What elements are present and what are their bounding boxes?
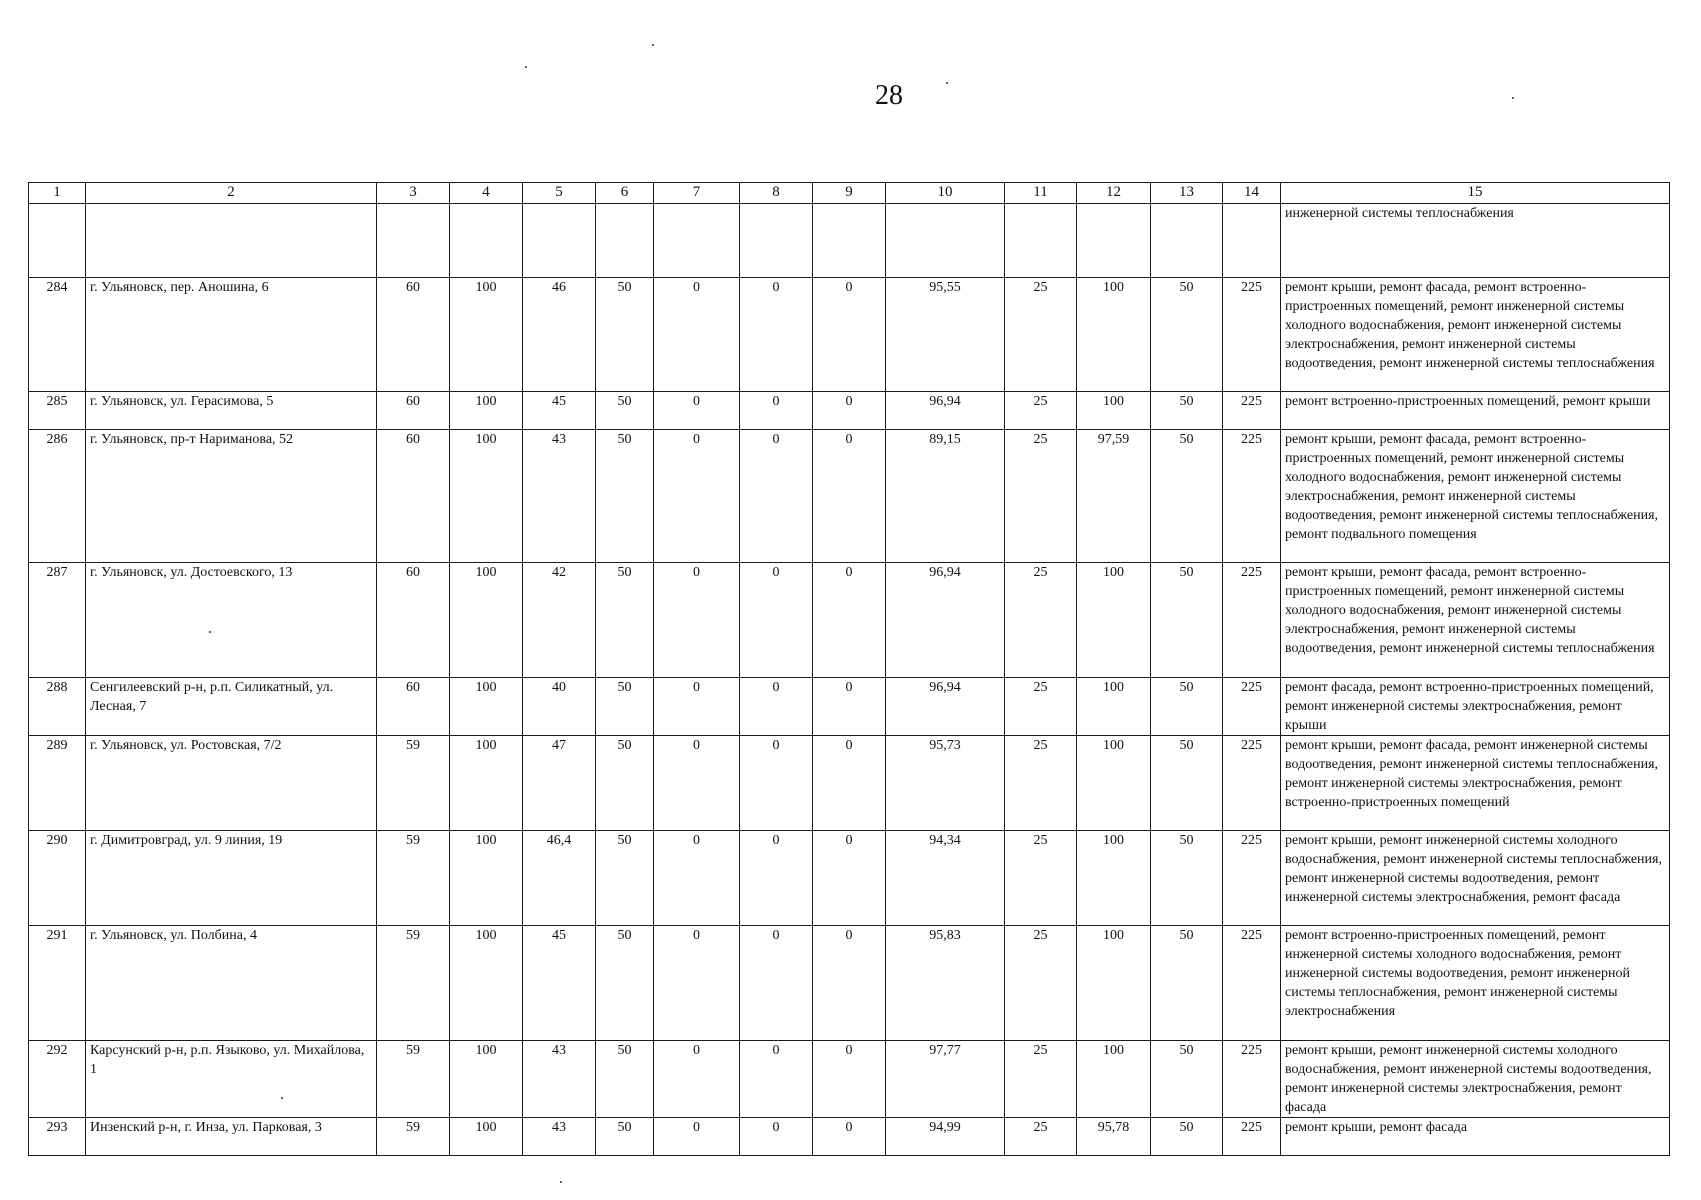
value-cell: 0 xyxy=(740,736,813,831)
value-cell: 59 xyxy=(377,1041,450,1118)
value-cell: 96,94 xyxy=(886,678,1005,736)
value-cell: 59 xyxy=(377,736,450,831)
value-cell: 0 xyxy=(813,1041,886,1118)
value-cell: 60 xyxy=(377,392,450,430)
value-cell: 40 xyxy=(523,678,596,736)
column-header: 15 xyxy=(1281,183,1670,204)
value-cell: 25 xyxy=(1005,926,1077,1041)
value-cell: 60 xyxy=(377,430,450,563)
value-cell: 0 xyxy=(740,278,813,392)
work-description-continued: инженерной системы теплоснабжения xyxy=(1281,204,1670,278)
work-description-cell: ремонт встроенно-пристроенных помещений, ремонт крыши xyxy=(1281,392,1670,430)
value-cell: 100 xyxy=(450,278,523,392)
value-cell: 0 xyxy=(813,678,886,736)
value-cell: 100 xyxy=(450,736,523,831)
work-description-cell: ремонт крыши, ремонт фасада, ремонт встроенно-пристроенных помещений, ремонт инженерной системы холодного водоснабжения, ремонт инженерной системы электроснабжения, ремонт инженерной системы водоотведения, ремонт инженерной системы теплоснабжения, ремонт подвального помещения xyxy=(1281,430,1670,563)
value-cell: 50 xyxy=(596,926,654,1041)
value-cell: 225 xyxy=(1223,278,1281,392)
value-cell: 97,77 xyxy=(886,1041,1005,1118)
row-number: 289 xyxy=(29,736,86,831)
work-description-cell: ремонт крыши, ремонт фасада, ремонт инженерной системы водоотведения, ремонт инженерной системы теплоснабжения, ремонт инженерной системы электроснабжения, ремонт встроенно-пристроенных помещений xyxy=(1281,736,1670,831)
column-header: 1 xyxy=(29,183,86,204)
value-cell: 100 xyxy=(1077,926,1151,1041)
value-cell: 60 xyxy=(377,678,450,736)
value-cell: 0 xyxy=(813,736,886,831)
column-header: 3 xyxy=(377,183,450,204)
value-cell: 25 xyxy=(1005,430,1077,563)
value-cell: 50 xyxy=(596,831,654,926)
table-row xyxy=(29,1041,1670,1118)
value-cell: 100 xyxy=(1077,831,1151,926)
table-row xyxy=(29,392,1670,430)
table-row xyxy=(29,678,1670,736)
row-number: 286 xyxy=(29,430,86,563)
value-cell: 95,78 xyxy=(1077,1118,1151,1156)
address-cell: г. Ульяновск, ул. Герасимова, 5 xyxy=(86,392,377,430)
value-cell: 50 xyxy=(1151,278,1223,392)
column-header: 8 xyxy=(740,183,813,204)
value-cell: 25 xyxy=(1005,278,1077,392)
address-cell: Инзенский р-н, г. Инза, ул. Парковая, 3 xyxy=(86,1118,377,1156)
work-description-cell: ремонт крыши, ремонт инженерной системы холодного водоснабжения, ремонт инженерной системы теплоснабжения, ремонт инженерной системы водоотведения, ремонт инженерной системы электроснабжения, ремонт фасада xyxy=(1281,831,1670,926)
table-row xyxy=(29,926,1670,1041)
address-cell: г. Ульяновск, ул. Ростовская, 7/2 xyxy=(86,736,377,831)
value-cell: 50 xyxy=(1151,392,1223,430)
scan-speck xyxy=(560,1181,562,1183)
value-cell: 0 xyxy=(813,392,886,430)
value-cell: 50 xyxy=(596,1118,654,1156)
value-cell: 0 xyxy=(654,1041,740,1118)
value-cell: 100 xyxy=(1077,678,1151,736)
page-number: 28 xyxy=(875,80,903,111)
address-cell: г. Ульяновск, ул. Полбина, 4 xyxy=(86,926,377,1041)
column-header: 4 xyxy=(450,183,523,204)
value-cell: 50 xyxy=(1151,831,1223,926)
row-number: 284 xyxy=(29,278,86,392)
row-number: 288 xyxy=(29,678,86,736)
value-cell: 0 xyxy=(654,278,740,392)
value-cell: 100 xyxy=(450,678,523,736)
value-cell: 100 xyxy=(450,831,523,926)
table-row xyxy=(29,1118,1670,1156)
value-cell: 50 xyxy=(1151,430,1223,563)
value-cell: 0 xyxy=(740,926,813,1041)
value-cell: 225 xyxy=(1223,430,1281,563)
value-cell: 97,59 xyxy=(1077,430,1151,563)
work-description-cell: ремонт крыши, ремонт фасада, ремонт встроенно-пристроенных помещений, ремонт инженерной системы холодного водоснабжения, ремонт инженерной системы электроснабжения, ремонт инженерной системы водоотведения, ремонт инженерной системы теплоснабжения xyxy=(1281,278,1670,392)
value-cell: 0 xyxy=(654,1118,740,1156)
value-cell: 100 xyxy=(450,1041,523,1118)
value-cell: 25 xyxy=(1005,831,1077,926)
table-row xyxy=(29,563,1670,678)
value-cell: 50 xyxy=(596,392,654,430)
value-cell: 46,4 xyxy=(523,831,596,926)
row-number: 292 xyxy=(29,1041,86,1118)
column-header: 13 xyxy=(1151,183,1223,204)
value-cell: 0 xyxy=(740,1118,813,1156)
value-cell: 0 xyxy=(813,926,886,1041)
value-cell: 46 xyxy=(523,278,596,392)
value-cell: 0 xyxy=(813,831,886,926)
scan-speck xyxy=(1512,97,1514,99)
column-header: 11 xyxy=(1005,183,1077,204)
value-cell: 25 xyxy=(1005,678,1077,736)
value-cell: 50 xyxy=(1151,1118,1223,1156)
value-cell: 25 xyxy=(1005,1118,1077,1156)
value-cell: 225 xyxy=(1223,831,1281,926)
value-cell: 0 xyxy=(813,563,886,678)
value-cell: 225 xyxy=(1223,392,1281,430)
scan-speck xyxy=(652,44,654,46)
value-cell: 50 xyxy=(1151,736,1223,831)
value-cell: 43 xyxy=(523,430,596,563)
continuation-row xyxy=(29,204,1670,278)
value-cell: 94,99 xyxy=(886,1118,1005,1156)
value-cell: 50 xyxy=(1151,563,1223,678)
value-cell: 100 xyxy=(450,430,523,563)
value-cell: 0 xyxy=(654,563,740,678)
value-cell: 100 xyxy=(450,563,523,678)
value-cell: 100 xyxy=(450,1118,523,1156)
value-cell: 50 xyxy=(596,563,654,678)
repair-register-table xyxy=(28,182,1670,1156)
value-cell: 95,55 xyxy=(886,278,1005,392)
value-cell: 60 xyxy=(377,563,450,678)
value-cell: 0 xyxy=(654,926,740,1041)
value-cell: 50 xyxy=(1151,678,1223,736)
column-header: 5 xyxy=(523,183,596,204)
value-cell: 45 xyxy=(523,392,596,430)
value-cell: 50 xyxy=(596,430,654,563)
value-cell: 0 xyxy=(740,392,813,430)
value-cell: 0 xyxy=(654,392,740,430)
row-number: 285 xyxy=(29,392,86,430)
work-description-cell: ремонт крыши, ремонт инженерной системы холодного водоснабжения, ремонт инженерной системы водоотведения, ремонт инженерной системы электроснабжения, ремонт фасада xyxy=(1281,1041,1670,1118)
value-cell: 100 xyxy=(1077,278,1151,392)
value-cell: 0 xyxy=(654,678,740,736)
value-cell: 25 xyxy=(1005,1041,1077,1118)
table-row xyxy=(29,430,1670,563)
value-cell: 59 xyxy=(377,1118,450,1156)
value-cell: 100 xyxy=(450,392,523,430)
address-cell: г. Ульяновск, пер. Аношина, 6 xyxy=(86,278,377,392)
value-cell: 225 xyxy=(1223,563,1281,678)
address-cell: г. Ульяновск, пр-т Нариманова, 52 xyxy=(86,430,377,563)
value-cell: 0 xyxy=(740,563,813,678)
row-number: 293 xyxy=(29,1118,86,1156)
value-cell: 42 xyxy=(523,563,596,678)
work-description-cell: ремонт встроенно-пристроенных помещений, ремонт инженерной системы холодного водоснабжения, ремонт инженерной системы водоотведения, ремонт инженерной системы теплоснабжения, ремонт инженерной системы электроснабжения xyxy=(1281,926,1670,1041)
value-cell: 50 xyxy=(1151,926,1223,1041)
value-cell: 100 xyxy=(1077,736,1151,831)
value-cell: 100 xyxy=(1077,1041,1151,1118)
value-cell: 96,94 xyxy=(886,392,1005,430)
value-cell: 0 xyxy=(740,1041,813,1118)
table-row xyxy=(29,736,1670,831)
value-cell: 0 xyxy=(654,736,740,831)
work-description-cell: ремонт фасада, ремонт встроенно-пристроенных помещений, ремонт инженерной системы электроснабжения, ремонт крыши xyxy=(1281,678,1670,736)
value-cell: 0 xyxy=(740,678,813,736)
value-cell: 47 xyxy=(523,736,596,831)
value-cell: 89,15 xyxy=(886,430,1005,563)
value-cell: 0 xyxy=(654,430,740,563)
value-cell: 43 xyxy=(523,1118,596,1156)
value-cell: 225 xyxy=(1223,1041,1281,1118)
value-cell: 59 xyxy=(377,926,450,1041)
value-cell: 0 xyxy=(813,1118,886,1156)
column-header: 7 xyxy=(654,183,740,204)
address-cell: Карсунский р-н, р.п. Языково, ул. Михайлова, 1 xyxy=(86,1041,377,1118)
address-cell: г. Ульяновск, ул. Достоевского, 13 xyxy=(86,563,377,678)
address-cell: г. Димитровград, ул. 9 линия, 19 xyxy=(86,831,377,926)
value-cell: 50 xyxy=(596,278,654,392)
value-cell: 95,83 xyxy=(886,926,1005,1041)
value-cell: 25 xyxy=(1005,736,1077,831)
value-cell: 45 xyxy=(523,926,596,1041)
value-cell: 96,94 xyxy=(886,563,1005,678)
value-cell: 225 xyxy=(1223,1118,1281,1156)
value-cell: 43 xyxy=(523,1041,596,1118)
value-cell: 0 xyxy=(740,430,813,563)
row-number: 287 xyxy=(29,563,86,678)
value-cell: 0 xyxy=(813,278,886,392)
value-cell: 0 xyxy=(654,831,740,926)
value-cell: 0 xyxy=(813,430,886,563)
value-cell: 225 xyxy=(1223,678,1281,736)
column-header: 14 xyxy=(1223,183,1281,204)
value-cell: 100 xyxy=(1077,563,1151,678)
scan-speck xyxy=(946,82,948,84)
column-number-row xyxy=(29,183,1670,204)
value-cell: 50 xyxy=(596,678,654,736)
work-description-cell: ремонт крыши, ремонт фасада, ремонт встроенно-пристроенных помещений, ремонт инженерной системы холодного водоснабжения, ремонт инженерной системы электроснабжения, ремонт инженерной системы водоотведения, ремонт инженерной системы теплоснабжения xyxy=(1281,563,1670,678)
table-row xyxy=(29,278,1670,392)
value-cell: 94,34 xyxy=(886,831,1005,926)
column-header: 12 xyxy=(1077,183,1151,204)
value-cell: 100 xyxy=(1077,392,1151,430)
row-number: 291 xyxy=(29,926,86,1041)
row-number: 290 xyxy=(29,831,86,926)
table-row xyxy=(29,831,1670,926)
work-description-cell: ремонт крыши, ремонт фасада xyxy=(1281,1118,1670,1156)
column-header: 2 xyxy=(86,183,377,204)
value-cell: 100 xyxy=(450,926,523,1041)
value-cell: 60 xyxy=(377,278,450,392)
value-cell: 25 xyxy=(1005,392,1077,430)
scan-speck xyxy=(525,66,527,68)
value-cell: 50 xyxy=(596,1041,654,1118)
value-cell: 95,73 xyxy=(886,736,1005,831)
value-cell: 25 xyxy=(1005,563,1077,678)
column-header: 9 xyxy=(813,183,886,204)
column-header: 10 xyxy=(886,183,1005,204)
value-cell: 225 xyxy=(1223,736,1281,831)
column-header: 6 xyxy=(596,183,654,204)
value-cell: 50 xyxy=(1151,1041,1223,1118)
value-cell: 50 xyxy=(596,736,654,831)
value-cell: 225 xyxy=(1223,926,1281,1041)
value-cell: 0 xyxy=(740,831,813,926)
value-cell: 59 xyxy=(377,831,450,926)
address-cell: Сенгилеевский р-н, р.п. Силикатный, ул. Лесная, 7 xyxy=(86,678,377,736)
